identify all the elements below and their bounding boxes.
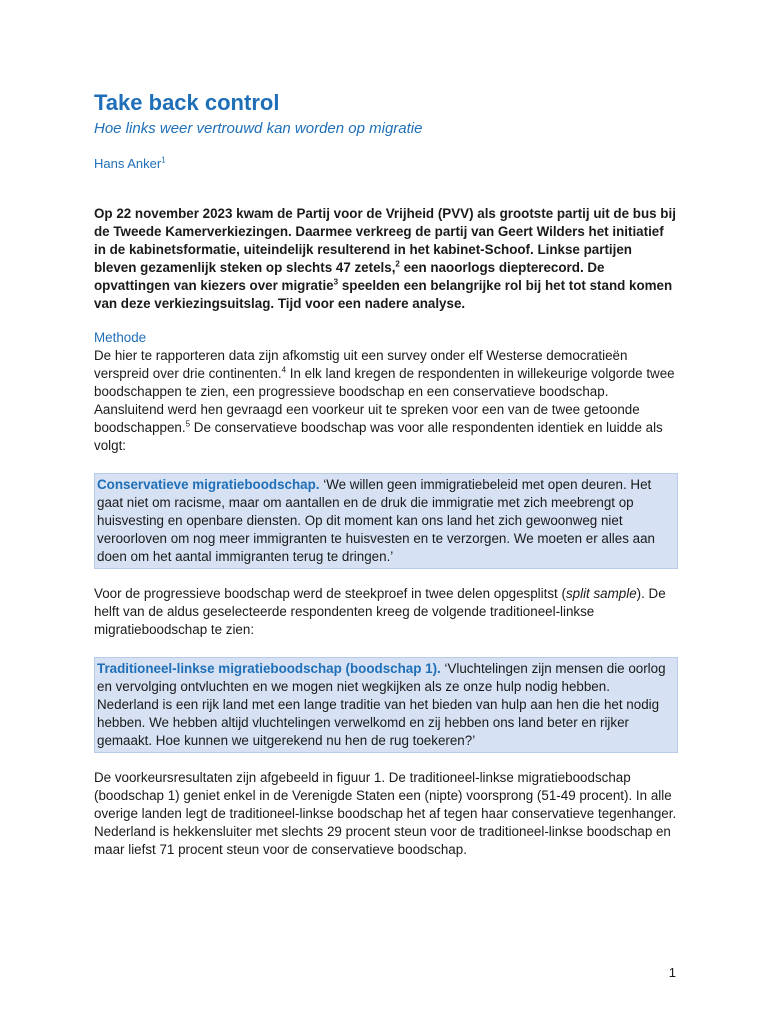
conservative-message-text: ‘We willen geen immigratiebeleid met open deuren. Het gaat niet om racisme, maar om aantallen en de druk die immigratie met zich meebrengt op huisvesting en openbare diensten. Op dit moment kan ons land het zich gewoonweg niet veroorloven om nog meer immigranten te huisvesten en te verzorgen. We moeten er alles aan doen om het aantal immigranten terug te dringen.’ — [97, 477, 655, 564]
document-title: Take back control — [94, 90, 280, 115]
author-name: Hans Anker — [94, 156, 162, 171]
progressive-intro-paragraph — [94, 585, 678, 639]
footnote-marker-5: 5 — [185, 419, 191, 429]
intro-text-1: Op 22 november 2023 kwam de Partij voor de Vrijheid (PVV) als grootste partij uit de bus bij de Tweede Kamerverkiezingen. Daarmee verkreeg de partij van Geert Wilders het initiatief in de kabinetsformatie, uiteindelijk resulterend in het kabinet-Schoof. Linkse partijen bleven gezamenlijk steken op slechts 47 zetels, — [94, 206, 676, 275]
footnote-marker-2: 2 — [395, 259, 400, 269]
document-page — [94, 88, 678, 859]
section-heading-method: Methode — [94, 330, 147, 345]
footnote-marker-4: 4 — [281, 365, 287, 375]
intro-text-3: speelden een belangrijke rol bij het tot stand komen van deze verkiezingsuitslag. Tijd voor een nadere analyse. — [94, 278, 673, 311]
intro-text-2: een naoorlogs diepterecord. De opvattingen van kiezers over migratie — [94, 260, 605, 293]
method-paragraph — [94, 347, 678, 455]
footnote-marker-3: 3 — [333, 277, 339, 287]
conservative-message-box — [94, 473, 678, 569]
method-text-3: De conservatieve boodschap was voor alle respondenten identiek en luidde als volgt: — [94, 420, 663, 453]
traditional-message-box — [94, 657, 678, 753]
method-text-1: De hier te rapporteren data zijn afkomstig uit een survey onder elf Westerse democratieën verspreid over drie continenten. — [94, 348, 628, 381]
traditional-message-text: ‘Vluchtelingen zijn mensen die oorlog en vervolging ontvluchten en we mogen niet wegkijken als ze onze hulp nodig hebben. Nederland is een rijk land met een lange traditie van het bieden van hulp aan hen die het nodig hebben. We hebben altijd vluchtelingen verwelkomd en zij hebben ons land beter en rijker gemaakt. Hoe kunnen we uitgerekend nu hen de rug toekeren?’ — [97, 661, 666, 748]
document-subtitle: Hoe links weer vertrouwd kan worden op migratie — [94, 120, 423, 137]
author-line — [94, 155, 678, 173]
progressive-intro-text-1: Voor de progressieve boodschap werd de steekproef in twee delen opgesplitst ( — [94, 586, 566, 601]
conservative-message — [97, 476, 675, 566]
conservative-message-label: Conservatieve migratieboodschap. — [97, 477, 320, 492]
traditional-message-label: Traditioneel-linkse migratieboodschap (boodschap 1). — [97, 661, 441, 676]
progressive-intro-text-2: ). De helft van de aldus geselecteerde respondenten kreeg de volgende traditioneel-linkse migratieboodschap te zien: — [94, 586, 666, 637]
results-paragraph: De voorkeursresultaten zijn afgebeeld in figuur 1. De traditioneel-linkse migratieboodschap (boodschap 1) geniet enkel in de Verenigde Staten een (nipte) voorsprong (51-49 procent). In alle overige landen legt de traditioneel-linkse boodschap het af tegen haar conservatieve tegenhanger. Nederland is hekkensluiter met slechts 29 procent steun voor de traditioneel-linkse boodschap en maar liefst 71 procent steun voor de conservatieve boodschap. — [94, 770, 677, 857]
page-number: 1 — [668, 965, 676, 980]
split-sample-term: split sample — [565, 586, 637, 601]
method-text-2: In elk land kregen de respondenten in willekeurige volgorde twee boodschappen te zien, een progressieve boodschap en een conservatieve boodschap. Aansluitend werd hen gevraagd een voorkeur uit te spreken voor een van de twee getoonde boodschappen. — [94, 366, 675, 435]
intro-paragraph — [94, 205, 678, 313]
author-footnote-marker: 1 — [161, 155, 166, 165]
traditional-message — [97, 660, 675, 750]
